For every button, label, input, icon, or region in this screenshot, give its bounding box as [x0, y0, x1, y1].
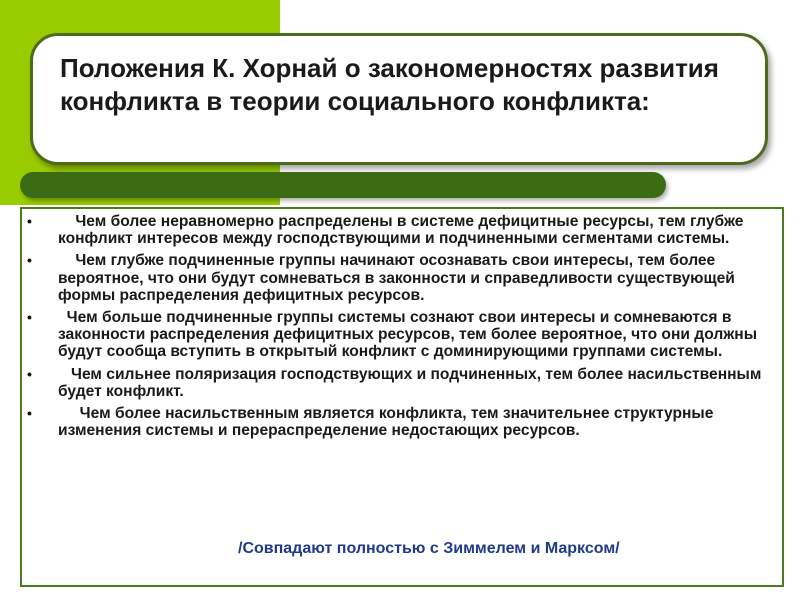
bullet-dot-icon: • — [27, 405, 32, 422]
bullet-text: Чем больше подчиненные группы системы сознают свои интересы и сомневаются в законности распределения дефицитных ресурсов, тем более вероятное, что они должны будут сообща вступить в открытый конфликт с доминирующими группами системы. — [58, 309, 762, 361]
footer-note: /Совпадают полностью с Зиммелем и Марксом/ — [238, 540, 620, 557]
list-item — [24, 252, 779, 304]
bullet-dot-icon: • — [27, 365, 32, 382]
bullet-dot-icon: • — [27, 309, 32, 326]
bullet-text: Чем сильнее поляризация господствующих и подчиненных, тем более насильственным будет конфликт. — [58, 365, 766, 400]
list-item — [24, 366, 779, 400]
bullet-dot-icon: • — [27, 252, 32, 269]
bullet-text: Чем глубже подчиненные группы начинают осознавать свои интересы, тем более вероятное, что они будут сомневаться в законности и справедливости существующей формы распределения дефицитных ресурсов. — [58, 252, 740, 304]
slide-title: Положения К. Хорнай о закономерностях развития конфликта в теории социального конфликта: — [60, 53, 719, 116]
bullet-text: Чем более насильственным является конфликта, тем значительнее структурные изменения системы и перераспределение недостающих ресурсов. — [58, 405, 718, 440]
decorative-pill-bar — [20, 172, 666, 198]
bullet-text: Чем более неравномерно распределены в системе дефицитные ресурсы, тем глубже конфликт интересов между господствующими и подчиненными сегментами системы. — [58, 213, 748, 248]
list-item — [24, 405, 779, 439]
bullet-list — [24, 213, 779, 444]
list-item — [24, 213, 779, 247]
list-item — [24, 309, 779, 361]
bullet-dot-icon: • — [27, 213, 32, 229]
